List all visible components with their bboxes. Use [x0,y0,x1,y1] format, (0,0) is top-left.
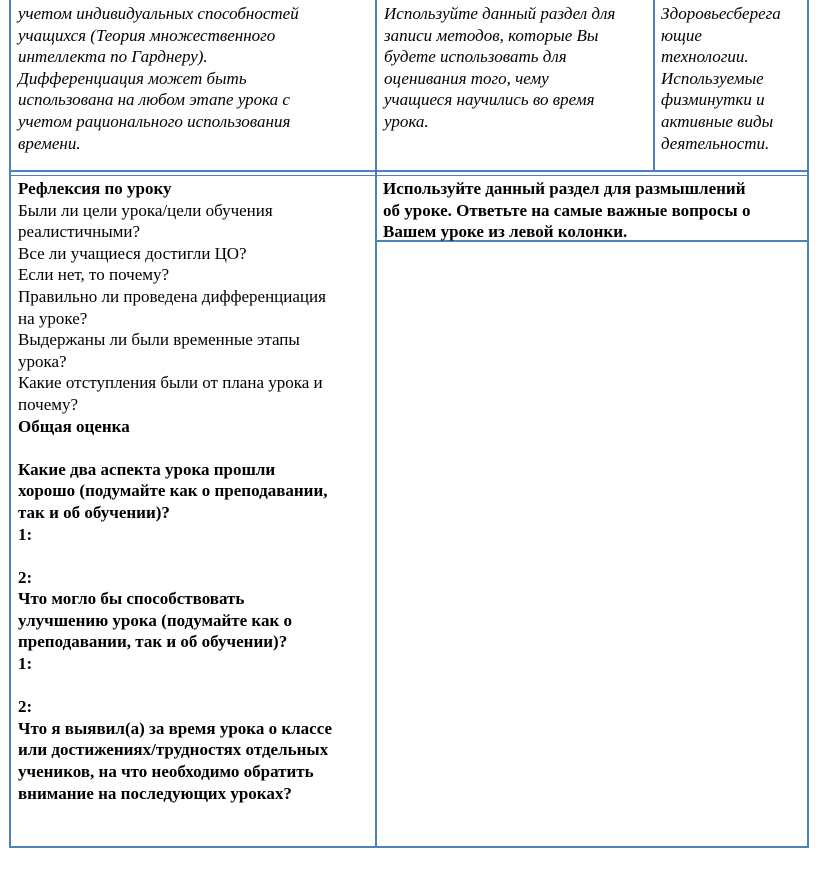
health-line: активные виды [661,111,774,131]
row-divider [9,170,809,172]
table-border-right [807,0,809,848]
reflection-question-line: Были ли цели урока/цели обучения [18,200,273,220]
reflection-question-line: Какие отступления были от плана урока и [18,373,323,393]
health-line: деятельности. [661,133,770,153]
reflection-question-line [18,545,373,567]
reflection-instruction-line: Используйте данный раздел для размышлений [383,179,746,198]
differentiation-cell [18,3,373,154]
reflection-question-line: на уроке? [18,308,88,328]
reflection-question-line: Общая оценка [18,416,130,436]
reflection-question-line [18,437,373,459]
top-row [11,0,807,170]
assessment-line: учащиеся научились во время [384,90,595,110]
reflection-instruction-line: Вашем уроке из левой колонки. [383,222,628,242]
health-line: Используемые [661,68,764,88]
reflection-question-line: Правильно ли проведена дифференциация [18,286,326,306]
reflection-question-line: Все ли учащиеся достигли ЦО? [18,243,247,263]
health-line: ющие [661,25,702,45]
differentiation-line: учащихся (Теория множественного [18,25,276,45]
differentiation-line: учетом рационального использования [18,111,291,131]
reflection-instructions-cell [383,178,807,243]
reflection-question-line: Что могло бы способствовать [18,589,245,609]
reflection-questions-cell [18,178,373,804]
assessment-line: оценивания того, чему [384,68,549,88]
assessment-line: урока. [384,111,429,131]
reflection-question-line: учеников, на что необходимо обратить [18,762,314,782]
reflection-question-line: преподавании, так и об обучении)? [18,632,288,652]
reflection-question-line: 2: [18,697,33,717]
reflection-question-line: реалистичными? [18,222,141,242]
reflection-question-line: хорошо (подумайте как о преподавании, [18,481,328,501]
reflection-question-line: так и об обучении)? [18,502,170,522]
differentiation-line: интеллекта по Гарднеру). [18,47,208,67]
reflection-question-line: или достижениях/трудностях отдельных [18,740,329,760]
assessment-line: Используйте данный раздел для [384,4,616,23]
reflection-question-line: Выдержаны ли были временные этапы [18,330,300,350]
reflection-question-line: внимание на последующих уроках? [18,783,292,803]
assessment-line: записи методов, которые Вы [384,25,599,45]
reflection-question-line [18,675,373,697]
reflection-question-line: 1: [18,524,33,544]
reflection-question-line: улучшению урока (подумайте как о [18,610,293,630]
reflection-instruction-line: об уроке. Ответьте на самые важные вопросы о [383,200,751,220]
differentiation-line: учетом индивидуальных способностей [18,4,299,23]
row-divider-inner [9,175,809,176]
health-line: технологии. [661,47,749,67]
reflection-question-line: Если нет, то почему? [18,265,170,285]
assessment-line: будете использовать для [384,47,567,67]
reflection-question-line: Рефлексия по уроку [18,179,172,198]
health-line: физминутки и [661,90,765,110]
reflection-question-line: 1: [18,654,33,674]
differentiation-line: использована на любом этапе урока с [18,90,290,110]
differentiation-line: времени. [18,133,81,153]
reflection-question-line: урока? [18,351,67,371]
reflection-question-line: Что я выявил(а) за время урока о классе [18,718,332,738]
differentiation-line: Дифференциация может быть [18,68,247,88]
assessment-cell [384,3,650,133]
table-border-bottom [9,846,809,848]
reflection-question-line: почему? [18,394,79,414]
reflection-question-line: 2: [18,567,33,587]
reflection-question-line: Какие два аспекта урока прошли [18,459,276,479]
health-line: Здоровьесберега [661,4,781,23]
reflection-answer-area[interactable] [383,248,801,840]
health-cell [661,3,801,154]
